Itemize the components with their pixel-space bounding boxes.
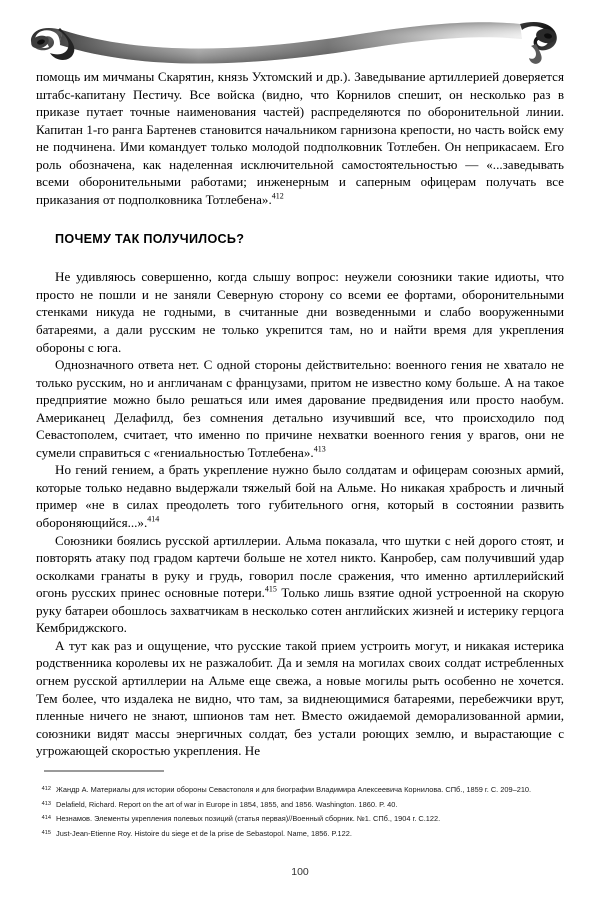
footnote-text: Жандр А. Материалы для истории обороны Севастополя и для биографии Владимира Алексеевича Корнилова. СПб., 1859 г. С. 209–210. (56, 785, 532, 794)
footnote-ref[interactable]: 414 (147, 514, 160, 524)
paragraph: Не удивляюсь совершенно, когда слышу вопрос: неужели союзники такие идиоты, что просто не пошли и не заняли Северную сторону со всеми ее фортами, оборонительными стенками никуда не годными, в считанные дни возведенными и слабо вооруженными батареями, а дали русским не только укрепится там, но и найти время для укрепления обороны с юга. (36, 269, 564, 355)
paragraph: Однозначного ответа нет. С одной стороны действительно: военного гения не хватало не только русским, но и англичанам с французами, притом не известно кому больше. А на такое предприятие можно было решаться или имея дарование предвидения или просто наобум. Американец Делафилд, без сомнения детально изучивший все, что происходило под Севастополем, считает, что именно по причине нехватки военного гения у врагов, они не сумели справиться с «гениальностью Тотлебена».$^{413}$ (36, 357, 564, 460)
footnote-ref[interactable]: 415 (264, 584, 277, 594)
footnote-item (36, 784, 564, 795)
spacer (36, 246, 564, 268)
page-section-heading: ПОЧЕМУ ТАК ПОЛУЧИЛОСЬ? (55, 232, 245, 247)
footnote-number: 413 (41, 800, 51, 807)
paragraph: помощь им мичманы Скарятин, князь Ухтомский и др.). Заведывание артиллерией доверяется штабс-капитану Пестичу. Все войска (видно, что Корнилов спешит, он несколько раз в приказе путает точные наименования частей) распределяются по оборонительной линии. Капитан 1-го ранга Бартенев становится начальником гарнизона крепости, но часть войск ему не подчинена. Ими командует только молодой подполковник Тотлебен. Он неприкасаем. Его роль обозначена, как наделенная исключительной самостоятельностью — «...заведывать всеми оборонительными работами; инженерным и саперным офицерам получать все приказания от подполковника Тотлебена».$^{412}$ (36, 69, 564, 207)
paragraph: Союзники боялись русской артиллерии. Альма показала, что шутки с ней дорого стоят, и повторять атаку под градом картечи больше не хотел никто. Канробер, сам получивший удар осколками гранаты в руку и грудь, говорил после сражения, что именно артиллерийский огонь русских принес основные потери.$^{415}$ Только лишь взятие одной устроенной на скорую руку батареи обошлось захватчикам в несколько сотен английских жизней и истерику герцога Кембриджского. (36, 532, 564, 636)
footnote-text: Незнамов. Элементы укрепления полевых позиций (статья первая)//Военный сборник. №1. СПб., 1904 г. С.122. (56, 814, 441, 824)
footnote-item (36, 828, 564, 839)
ribbon-title: Крымская кампания Восточной войны (202, 12, 417, 35)
paragraph: А тут как раз и ощущение, что русские такой прием устроить могут, и никакая истерика родственника королевы их не разжалобит. Да и земля на могилах своих солдат истребленных огнем русской артиллерии на Альме еще свежа, а новые могилы рыть особенно не хочется. Тем более, что издалека не видно, что там, за виднеющимися батареями, перебежчики врут, пленные ничего не знают, шпионов там нет. Вместо ожидаемой деморализованной армии, союзники видят массы энергичных солдат, без устали роющих землю, и вырастающие с угрожающей скоростью укрепления. Не (36, 637, 564, 759)
footnote-item (36, 799, 564, 810)
footnote-separator (44, 770, 164, 772)
page-number: 100 (291, 866, 309, 878)
footnotes-section (36, 770, 564, 843)
paragraph: Но гений гением, а брать укрепление нужно было солдатам и офицерам союзных армий, которые только недавно выдержали тяжелый бой на Альме. Но никакая храбрость и личный пример «не в силах преодолеть того губительного огня, который в состоянии развить обороняющийся...».$^{414}$ (36, 462, 564, 531)
footnote-ref[interactable]: 412 (271, 191, 284, 201)
footnote-number: 414 (41, 815, 51, 822)
footnote-number: 415 (41, 830, 51, 837)
ribbon-banner-icon (0, 0, 600, 68)
footnote-ref[interactable]: 413 (313, 444, 326, 454)
footnote-text: Just-Jean-Etienne Roy. Histoire du siege et de la prise de Sebastopol. Name, 1856. P.122. (56, 829, 352, 839)
footnote-number: 412 (41, 786, 51, 792)
footnote-text: Delafield, Richard. Report on the art of war in Europe in 1854, 1855, and 1856. Washington. 1860. P. 40. (56, 799, 398, 809)
page-body (36, 68, 564, 760)
spacer (36, 208, 564, 232)
footnote-item (36, 813, 564, 824)
